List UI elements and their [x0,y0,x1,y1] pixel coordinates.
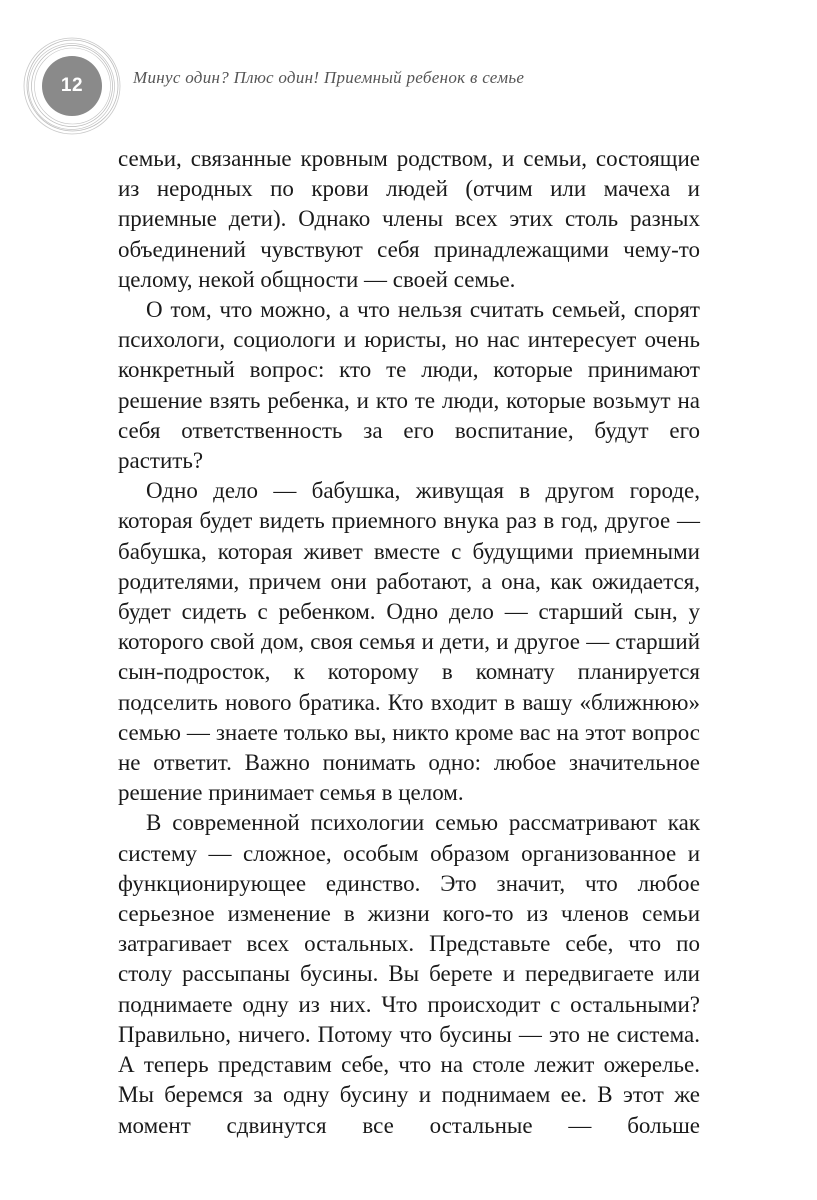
paragraph: О том, что можно, а что нельзя считать семьей, спорят психологи, социологи и юристы, но нас интересует очень конкретный вопрос: кто те люди, которые принимают решение взять ребенка, и кто те люди, которые возьмут на себя ответственность за его воспитание, будут его растить? [118,297,700,474]
page-number: 12 [60,75,84,96]
paragraph: Одно дело — бабушка, живущая в другом городе, которая будет видеть приемного внука раз в год, другое — бабушка, которая живет вместе с будущими приемными родителями, причем они работают, а она, как ожидается, будет сидеть с ребенком. Одно дело — старший сын, у которого свой дом, своя семья и дети, и другое — старший сын-подросток, к которому в комнату планируется подселить нового братика. Кто входит в вашу «ближнюю» семью — знаете только вы, никто кроме вас на этот вопрос не ответит. Важно понимать одно: любое значительное решение принимает семья в целом. [118,478,700,806]
paragraph: В современной психологии семью рассматривают как систему — сложное, особым образом организованное и функционирующее единство. Это значит, что любое серьезное изменение в жизни кого-то из членов семьи затрагивает всех остальных. Представьте себе, что по столу рассыпаны бусины. Вы берете и передвигаете или поднимаете одну из них. Что происходит с остальными? Правильно, ничего. Потому что бусины — это не система. А теперь представим себе, что на столе лежит ожерелье. Мы беремся за одну бусину и поднимаем ее. В этот же момент сдвинутся все остальные — больше [118,810,700,1138]
running-title: Минус один? Плюс один! Приемный ребенок в семье [133,68,525,87]
body-text [118,144,700,1141]
paragraph-continued: семьи, связанные кровным родством, и семьи, состоящие из неродных по крови людей (отчим или мачеха и приемные дети). Однако члены всех этих столь разных объединений чувствуют себя принадлежащими чему-то целому, некой общности — своей семье. [118,146,700,292]
page-number-badge [22,36,122,136]
